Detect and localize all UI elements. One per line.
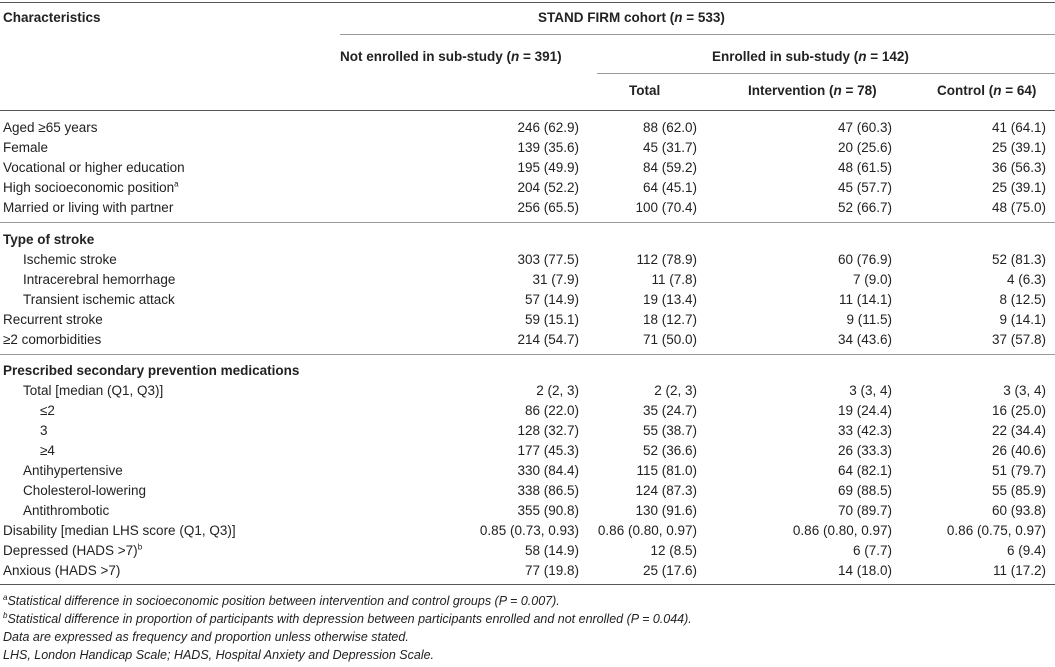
cell-not-enrolled: 330 (84.4) bbox=[517, 463, 579, 478]
section-rule bbox=[0, 222, 1055, 223]
header-total: Total bbox=[629, 83, 661, 98]
cell-not-enrolled: 57 (14.9) bbox=[524, 292, 579, 307]
cell-control: 16 (25.0) bbox=[991, 403, 1046, 418]
cell-intervention: 47 (60.3) bbox=[837, 120, 892, 135]
cell-intervention: 7 (9.0) bbox=[852, 272, 892, 287]
cell-control: 3 (3, 4) bbox=[1003, 383, 1046, 398]
enrolled-underline bbox=[597, 73, 1055, 74]
cell-not-enrolled: 338 (86.5) bbox=[517, 483, 579, 498]
cell-total: 88 (62.0) bbox=[642, 120, 697, 135]
table-row bbox=[0, 561, 1055, 581]
cell-intervention: 3 (3, 4) bbox=[849, 383, 892, 398]
table-row bbox=[0, 461, 1055, 481]
cell-total: 52 (36.6) bbox=[642, 443, 697, 458]
row-label: High socioeconomic position$^a$ bbox=[3, 179, 179, 195]
section-rule bbox=[0, 354, 1055, 355]
table-row bbox=[0, 198, 1055, 218]
header-rule bbox=[0, 110, 1055, 111]
row-label: Antithrombotic bbox=[23, 503, 110, 518]
row-label: Ischemic stroke bbox=[23, 252, 117, 267]
cell-not-enrolled: 303 (77.5) bbox=[517, 252, 579, 267]
cell-intervention: 45 (57.7) bbox=[837, 180, 892, 195]
row-label: Antihypertensive bbox=[23, 463, 123, 478]
cell-total: 71 (50.0) bbox=[642, 332, 697, 347]
cell-control: 48 (75.0) bbox=[991, 200, 1046, 215]
table-row bbox=[0, 501, 1055, 521]
cell-intervention: 0.86 (0.80, 0.97) bbox=[792, 523, 892, 538]
cell-not-enrolled: 86 (22.0) bbox=[524, 403, 579, 418]
row-label: Depressed (HADS >7)$^b$ bbox=[3, 542, 143, 558]
cell-not-enrolled: 355 (90.8) bbox=[517, 503, 579, 518]
cell-total: 19 (13.4) bbox=[642, 292, 697, 307]
cell-not-enrolled: 177 (45.3) bbox=[517, 443, 579, 458]
top-rule bbox=[0, 2, 1055, 3]
row-label: 3 bbox=[40, 423, 48, 438]
cell-control: 4 (6.3) bbox=[1006, 272, 1046, 287]
cell-total: 12 (8.5) bbox=[650, 543, 697, 558]
table-row bbox=[0, 270, 1055, 290]
cell-not-enrolled: 2 (2, 3) bbox=[536, 383, 579, 398]
cell-control: 8 (12.5) bbox=[999, 292, 1046, 307]
section-heading: Prescribed secondary prevention medications bbox=[3, 363, 300, 378]
cell-control: 26 (40.6) bbox=[991, 443, 1046, 458]
cell-not-enrolled: 204 (52.2) bbox=[517, 180, 579, 195]
table-row bbox=[0, 441, 1055, 461]
cell-total: 18 (12.7) bbox=[642, 312, 697, 327]
cell-control: 55 (85.9) bbox=[991, 483, 1046, 498]
cell-total: 130 (91.6) bbox=[635, 503, 697, 518]
cell-not-enrolled: 246 (62.9) bbox=[517, 120, 579, 135]
cell-total: 124 (87.3) bbox=[635, 483, 697, 498]
cell-intervention: 69 (88.5) bbox=[837, 483, 892, 498]
cell-total: 100 (70.4) bbox=[635, 200, 697, 215]
cell-intervention: 34 (43.6) bbox=[837, 332, 892, 347]
cell-intervention: 52 (66.7) bbox=[837, 200, 892, 215]
cell-total: 112 (78.9) bbox=[636, 252, 697, 267]
header-enrolled: Enrolled in sub-study (n = 142) bbox=[712, 49, 909, 64]
row-label: ≥2 comorbidities bbox=[3, 332, 102, 347]
table-row bbox=[0, 381, 1055, 401]
table-row bbox=[0, 421, 1055, 441]
table-row bbox=[0, 178, 1055, 198]
cell-not-enrolled: 195 (49.9) bbox=[517, 160, 579, 175]
cell-not-enrolled: 256 (65.5) bbox=[517, 200, 579, 215]
table-row bbox=[0, 250, 1055, 270]
row-label: Married or living with partner bbox=[3, 200, 174, 215]
cell-intervention: 60 (76.9) bbox=[837, 252, 892, 267]
cell-intervention: 64 (82.1) bbox=[837, 463, 892, 478]
cell-control: 37 (57.8) bbox=[991, 332, 1046, 347]
row-label: ≥4 bbox=[40, 443, 55, 458]
cell-control: 52 (81.3) bbox=[991, 252, 1046, 267]
cell-not-enrolled: 31 (7.9) bbox=[532, 272, 579, 287]
row-label: Disability [median LHS score (Q1, Q3)] bbox=[3, 523, 236, 538]
table-row bbox=[0, 118, 1055, 138]
cell-total: 84 (59.2) bbox=[642, 160, 697, 175]
cell-control: 41 (64.1) bbox=[991, 120, 1046, 135]
row-label: ≤2 bbox=[40, 403, 55, 418]
row-label: Recurrent stroke bbox=[3, 312, 103, 327]
table-row bbox=[0, 541, 1055, 561]
row-label: Intracerebral hemorrhage bbox=[23, 272, 176, 287]
cell-total: 64 (45.1) bbox=[642, 180, 697, 195]
cell-total: 115 (81.0) bbox=[636, 463, 697, 478]
footnote-a: $^a$Statistical difference in socioeconomic position between intervention and control groups (P = 0.007). bbox=[3, 592, 560, 608]
cell-intervention: 48 (61.5) bbox=[837, 160, 892, 175]
cell-not-enrolled: 214 (54.7) bbox=[517, 332, 579, 347]
row-label: Transient ischemic attack bbox=[23, 292, 175, 307]
row-label: Cholesterol-lowering bbox=[23, 483, 147, 498]
cell-not-enrolled: 0.85 (0.73, 0.93) bbox=[479, 523, 579, 538]
cell-total: 55 (38.7) bbox=[642, 423, 697, 438]
cell-total: 2 (2, 3) bbox=[654, 383, 697, 398]
cohort-underline bbox=[340, 34, 1055, 35]
table-row bbox=[0, 158, 1055, 178]
cell-total: 0.86 (0.80, 0.97) bbox=[597, 523, 697, 538]
section-heading: Type of stroke bbox=[3, 232, 95, 247]
header-control: Control (n = 64) bbox=[937, 83, 1037, 98]
cell-control: 25 (39.1) bbox=[991, 140, 1046, 155]
cell-intervention: 70 (89.7) bbox=[837, 503, 892, 518]
cell-control: 36 (56.3) bbox=[991, 160, 1046, 175]
table-row bbox=[0, 401, 1055, 421]
cell-intervention: 33 (42.3) bbox=[837, 423, 892, 438]
cell-control: 0.86 (0.75, 0.97) bbox=[946, 523, 1046, 538]
table-row bbox=[0, 310, 1055, 330]
header-characteristics: Characteristics bbox=[3, 10, 101, 25]
cell-not-enrolled: 58 (14.9) bbox=[524, 543, 579, 558]
table-row bbox=[0, 138, 1055, 158]
cell-total: 25 (17.6) bbox=[642, 563, 697, 578]
cell-intervention: 11 (14.1) bbox=[838, 292, 892, 307]
footnote-b: $^b$Statistical difference in proportion of participants with depression between participants enrolled and not enrolled (P = 0.044). bbox=[3, 610, 692, 626]
cell-total: 11 (7.8) bbox=[651, 272, 697, 287]
cell-intervention: 6 (7.7) bbox=[852, 543, 892, 558]
cell-intervention: 19 (24.4) bbox=[837, 403, 892, 418]
section-heading-row bbox=[0, 230, 1055, 250]
cell-intervention: 9 (11.5) bbox=[846, 312, 892, 327]
header-cohort: STAND FIRM cohort (n = 533) bbox=[538, 10, 725, 25]
cell-not-enrolled: 59 (15.1) bbox=[524, 312, 579, 327]
table-row bbox=[0, 290, 1055, 310]
cell-control: 6 (9.4) bbox=[1006, 543, 1046, 558]
row-label: Female bbox=[3, 140, 49, 155]
row-label: Total [median (Q1, Q3)] bbox=[23, 383, 164, 398]
cell-total: 45 (31.7) bbox=[642, 140, 697, 155]
cell-control: 25 (39.1) bbox=[991, 180, 1046, 195]
cell-intervention: 20 (25.6) bbox=[837, 140, 892, 155]
cell-total: 35 (24.7) bbox=[642, 403, 697, 418]
table-row bbox=[0, 521, 1055, 541]
footnote-abbreviations: LHS, London Handicap Scale; HADS, Hospital Anxiety and Depression Scale. bbox=[3, 648, 435, 662]
cell-not-enrolled: 77 (19.8) bbox=[524, 563, 579, 578]
header-not-enrolled: Not enrolled in sub-study (n = 391) bbox=[340, 49, 562, 64]
row-label: Aged ≥65 years bbox=[3, 120, 98, 135]
footnote-data-note: Data are expressed as frequency and proportion unless otherwise stated. bbox=[3, 630, 409, 644]
cell-control: 11 (17.2) bbox=[992, 563, 1046, 578]
table-row bbox=[0, 330, 1055, 350]
table-row bbox=[0, 481, 1055, 501]
cell-control: 22 (34.4) bbox=[991, 423, 1046, 438]
section-heading-row bbox=[0, 361, 1055, 381]
row-label: Anxious (HADS >7) bbox=[3, 563, 121, 578]
row-label: Vocational or higher education bbox=[3, 160, 185, 175]
cell-control: 9 (14.1) bbox=[999, 312, 1046, 327]
cell-control: 51 (79.7) bbox=[991, 463, 1046, 478]
cell-intervention: 26 (33.3) bbox=[837, 443, 892, 458]
bottom-rule bbox=[0, 584, 1055, 585]
cell-intervention: 14 (18.0) bbox=[837, 563, 892, 578]
cell-not-enrolled: 128 (32.7) bbox=[517, 423, 579, 438]
header-intervention: Intervention (n = 78) bbox=[748, 83, 877, 98]
cell-control: 60 (93.8) bbox=[991, 503, 1046, 518]
cell-not-enrolled: 139 (35.6) bbox=[517, 140, 579, 155]
